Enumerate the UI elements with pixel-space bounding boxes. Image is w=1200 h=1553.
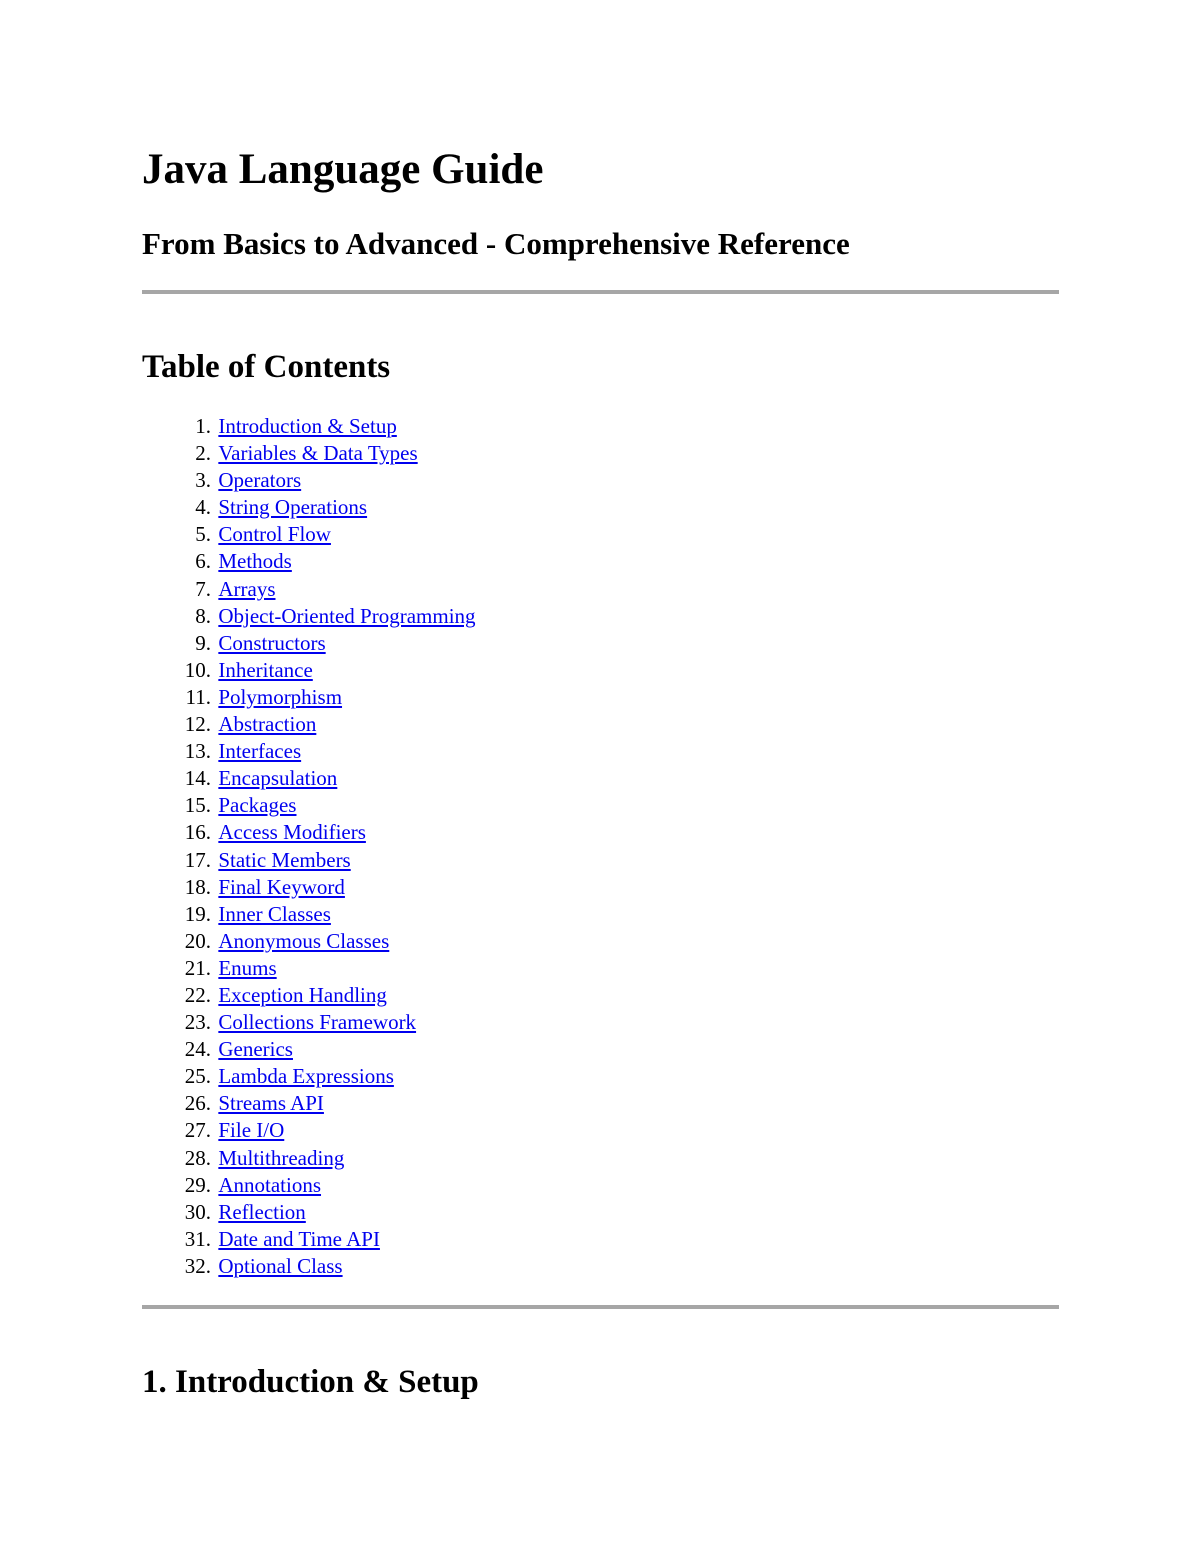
toc-item-gap [211, 494, 218, 521]
toc-item-number: 12. [184, 712, 211, 737]
toc-item-gap [211, 1117, 218, 1144]
toc-item-number: 7. [195, 576, 211, 601]
toc-item-number: 31. [184, 1226, 211, 1251]
toc-link[interactable]: Static Members [218, 847, 351, 872]
toc-link[interactable]: Date and Time API [218, 1226, 380, 1251]
toc-item-number: 2. [195, 441, 211, 466]
toc-item-gap [211, 901, 218, 928]
toc-link[interactable]: Generics [218, 1037, 293, 1062]
page-subtitle: From Basics to Advanced - Comprehensive Reference [142, 226, 850, 261]
toc-link[interactable]: Packages [218, 793, 297, 818]
toc-item-number: 21. [184, 955, 211, 980]
toc-item-gap [211, 955, 218, 982]
toc-item [142, 819, 476, 846]
toc-item-gap [211, 982, 218, 1009]
toc-heading: Table of Contents [142, 349, 391, 385]
toc-item-number: 15. [184, 793, 211, 818]
toc-item [142, 603, 476, 630]
toc-link[interactable]: Annotations [218, 1172, 322, 1197]
toc-item-gap [211, 765, 218, 792]
toc-item-gap [211, 928, 218, 955]
toc-item [142, 955, 476, 982]
toc-link[interactable]: Lambda Expressions [218, 1064, 394, 1089]
toc-link[interactable]: Collections Framework [218, 1010, 417, 1035]
table-of-contents [142, 413, 476, 1280]
toc-item-gap [211, 630, 218, 657]
toc-item-number: 5. [195, 522, 211, 547]
toc-item-gap [211, 467, 218, 494]
toc-item-gap [211, 521, 218, 548]
divider-top [142, 290, 1059, 294]
toc-item [142, 1145, 476, 1172]
toc-item-number: 20. [184, 928, 211, 953]
toc-link[interactable]: Operators [218, 468, 302, 493]
toc-item-gap [211, 576, 218, 603]
toc-item-number: 26. [184, 1091, 211, 1116]
toc-link[interactable]: Control Flow [218, 522, 331, 547]
toc-link[interactable]: Inner Classes [218, 901, 331, 926]
toc-item [142, 684, 476, 711]
toc-item-number: 23. [184, 1010, 211, 1035]
page-title: Java Language Guide [142, 146, 544, 193]
toc-item [142, 1009, 476, 1036]
toc-item [142, 576, 476, 603]
toc-link[interactable]: Reflection [218, 1199, 306, 1224]
divider-bottom [142, 1305, 1059, 1309]
toc-item-number: 9. [195, 630, 211, 655]
toc-item [142, 1036, 476, 1063]
toc-link[interactable]: Access Modifiers [218, 820, 366, 845]
toc-item-gap [211, 1253, 218, 1280]
toc-link[interactable]: Constructors [218, 630, 326, 655]
toc-item-number: 32. [184, 1253, 211, 1278]
toc-link[interactable]: Abstraction [218, 712, 317, 737]
toc-item-gap [211, 819, 218, 846]
toc-item-number: 16. [184, 820, 211, 845]
toc-item [142, 1226, 476, 1253]
toc-item [142, 440, 476, 467]
toc-item-number: 4. [195, 495, 211, 520]
toc-item-number: 17. [184, 847, 211, 872]
toc-item [142, 765, 476, 792]
section-heading-introduction: 1. Introduction & Setup [142, 1364, 479, 1400]
toc-item [142, 1172, 476, 1199]
toc-item-gap [211, 684, 218, 711]
toc-item-number: 6. [195, 549, 211, 574]
toc-item-gap [211, 1199, 218, 1226]
toc-link[interactable]: Arrays [218, 576, 276, 601]
toc-item-number: 28. [184, 1145, 211, 1170]
toc-item-number: 3. [195, 468, 211, 493]
toc-link[interactable]: Multithreading [218, 1145, 345, 1170]
toc-link[interactable]: Introduction & Setup [218, 414, 397, 438]
toc-link[interactable]: Streams API [218, 1091, 324, 1116]
toc-link[interactable]: Methods [218, 549, 292, 574]
toc-link[interactable]: Optional Class [218, 1253, 343, 1278]
toc-link[interactable]: Inheritance [218, 657, 313, 682]
toc-item-gap [211, 847, 218, 874]
toc-item-number: 8. [195, 603, 211, 628]
toc-item [142, 1117, 476, 1144]
toc-item-number: 10. [184, 657, 211, 682]
toc-item [142, 982, 476, 1009]
toc-item-gap [211, 1009, 218, 1036]
toc-item-gap [211, 1145, 218, 1172]
toc-item [142, 792, 476, 819]
toc-item-number: 25. [184, 1064, 211, 1089]
toc-item-gap [211, 603, 218, 630]
toc-item-gap [211, 548, 218, 575]
toc-link[interactable]: String Operations [218, 495, 368, 520]
toc-item-number: 1. [195, 414, 211, 438]
toc-link[interactable]: Interfaces [218, 739, 302, 764]
toc-item [142, 738, 476, 765]
toc-item-number: 29. [184, 1172, 211, 1197]
toc-item [142, 657, 476, 684]
toc-item-gap [211, 1063, 218, 1090]
toc-item-number: 11. [185, 684, 211, 709]
toc-item-gap [211, 1172, 218, 1199]
toc-item-number: 30. [184, 1199, 211, 1224]
toc-item [142, 874, 476, 901]
toc-link[interactable]: File I/O [218, 1118, 285, 1143]
toc-item [142, 928, 476, 955]
toc-item-number: 14. [184, 766, 211, 791]
toc-item-gap [211, 792, 218, 819]
toc-item [142, 521, 476, 548]
toc-link[interactable]: Enums [218, 955, 277, 980]
toc-item [142, 413, 476, 440]
toc-item-number: 24. [184, 1037, 211, 1062]
toc-item [142, 467, 476, 494]
toc-item-number: 19. [184, 901, 211, 926]
toc-item [142, 548, 476, 575]
toc-item-gap [211, 1226, 218, 1253]
toc-link[interactable]: Polymorphism [218, 684, 343, 709]
toc-link[interactable]: Encapsulation [218, 766, 338, 791]
toc-link[interactable]: Object-Oriented Programming [218, 603, 476, 628]
toc-link[interactable]: Anonymous Classes [218, 928, 390, 953]
toc-link[interactable]: Exception Handling [218, 982, 387, 1007]
toc-item [142, 1253, 476, 1280]
toc-item-gap [211, 1090, 218, 1117]
toc-item-gap [211, 711, 218, 738]
toc-item [142, 711, 476, 738]
toc-link[interactable]: Final Keyword [218, 874, 345, 899]
toc-item-number: 13. [184, 739, 211, 764]
toc-item [142, 1090, 476, 1117]
toc-item [142, 901, 476, 928]
toc-link[interactable]: Variables & Data Types [218, 441, 418, 466]
toc-item [142, 847, 476, 874]
toc-item [142, 630, 476, 657]
toc-item [142, 1063, 476, 1090]
toc-item [142, 494, 476, 521]
toc-item-gap [211, 440, 218, 467]
toc-item-gap [211, 657, 218, 684]
toc-item-gap [211, 413, 218, 440]
toc-item-gap [211, 738, 218, 765]
toc-item-gap [211, 874, 218, 901]
toc-item-gap [211, 1036, 218, 1063]
toc-item-number: 27. [184, 1118, 211, 1143]
toc-item [142, 1199, 476, 1226]
toc-item-number: 22. [184, 982, 211, 1007]
toc-item-number: 18. [184, 874, 211, 899]
